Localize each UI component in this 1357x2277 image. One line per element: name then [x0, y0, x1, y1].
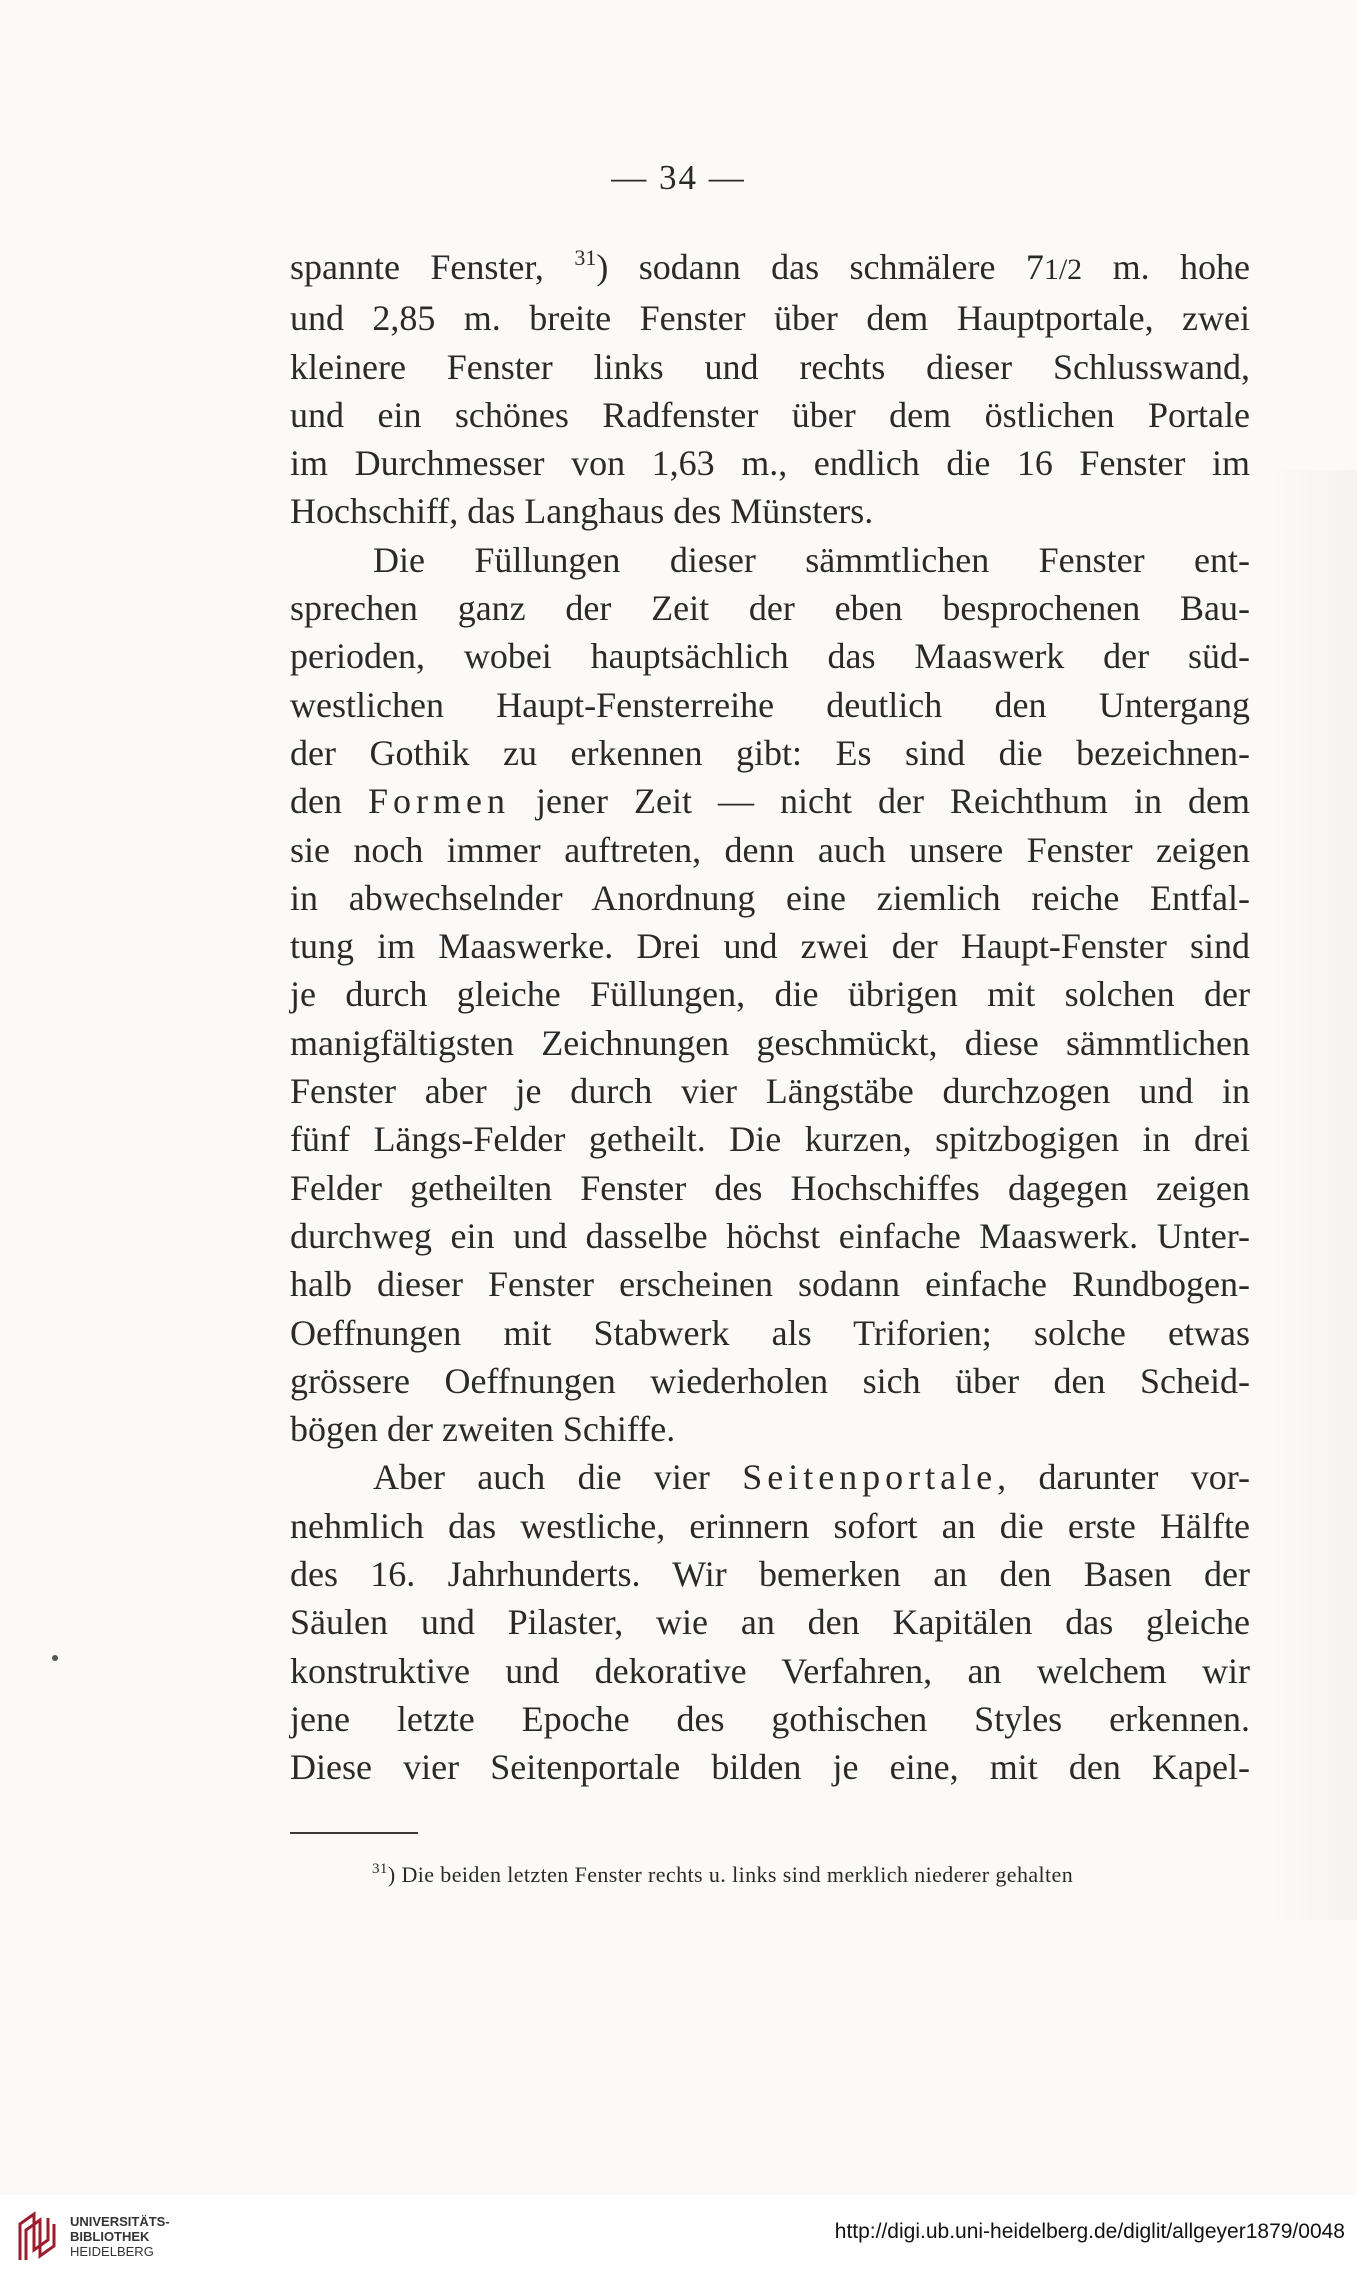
text-line: [290, 243, 1250, 294]
text-run: und ein schönes Radfenster über dem östlichen Portale: [290, 394, 1250, 435]
text-run: Die Füllungen dieser sämmtlichen Fenster ent-: [373, 539, 1250, 580]
footnote-rule: [290, 1832, 418, 1834]
text-line: [290, 970, 1250, 1018]
bleed-through-shadow: [1267, 470, 1357, 1920]
page-number: — 34 —: [611, 158, 746, 197]
text-run: je durch gleiche Füllungen, die übrigen mit solchen der: [290, 974, 1250, 1015]
text-run: im Durchmesser von 1,63 m., endlich die 16 Fenster im: [290, 443, 1250, 484]
text-line: [290, 729, 1250, 777]
emphasized-word: Formen: [368, 781, 510, 822]
text-run: fünf Längs-Felder getheilt. Die kurzen, spitzbogigen in drei: [290, 1119, 1250, 1160]
scan-speck: [52, 1655, 58, 1661]
text-run: westlichen Haupt-Fensterreihe deutlich den Untergang: [290, 684, 1250, 725]
text-line: [290, 391, 1250, 439]
library-logo-icon: [16, 2210, 60, 2264]
text-line: [290, 1115, 1250, 1163]
footnote: [372, 1862, 1252, 1888]
text-line: [290, 1695, 1250, 1743]
text-line: [290, 874, 1250, 922]
text-run: kleinere Fenster links und rechts dieser Schlusswand,: [290, 346, 1250, 387]
fraction: 1/2: [1043, 253, 1083, 286]
text-run: durchweg ein und dasselbe höchst einfache Maaswerk. Unter-: [290, 1215, 1250, 1256]
source-url-link[interactable]: http://digi.ub.uni-heidelberg.de/diglit/allgeyer1879/0048: [834, 2220, 1345, 2243]
text-run: , darunter vor-: [997, 1457, 1250, 1498]
text-run: und 2,85 m. breite Fenster über dem Hauptportale, zwei: [290, 298, 1250, 339]
text-run: manigfältigsten Zeichnungen geschmückt, diese sämmtlichen: [290, 1022, 1250, 1063]
text-run: Diese vier Seitenportale bilden je eine, mit den Kapel-: [290, 1747, 1250, 1788]
text-line: [290, 1357, 1250, 1405]
text-run: spannte Fenster,: [290, 247, 575, 287]
text-run: den: [290, 781, 368, 822]
text-line: [290, 777, 1250, 825]
text-line: [290, 1743, 1250, 1791]
text-line: [290, 632, 1250, 680]
text-run: sie noch immer auftreten, denn auch unsere Fenster zeigen: [290, 829, 1250, 870]
footnote-marker: 31: [372, 1861, 388, 1877]
text-line: [290, 826, 1250, 874]
text-run: bögen der zweiten Schiffe.: [290, 1409, 676, 1450]
text-run: Fenster aber je durch vier Längstäbe durchzogen und in: [290, 1071, 1250, 1112]
library-name-line-2: BIBLIOTHEK: [70, 2229, 150, 2244]
text-line: [290, 1019, 1250, 1067]
text-line: [290, 1067, 1250, 1115]
text-run: perioden, wobei hauptsächlich das Maaswerk der süd-: [290, 636, 1250, 677]
footnote-reference: 31: [574, 245, 597, 270]
text-run: nehmlich das westliche, erinnern sofort an die erste Hälfte: [290, 1505, 1250, 1546]
text-line: [290, 1598, 1250, 1646]
text-line: [290, 1647, 1250, 1695]
text-line: [290, 922, 1250, 970]
library-name-line-1: UNIVERSITÄTS-: [70, 2214, 170, 2229]
text-run: jene letzte Epoche des gothischen Styles erkennen.: [290, 1698, 1250, 1739]
text-line: [290, 1164, 1250, 1212]
footnote-text: ) Die beiden letzten Fenster rechts u. links sind merklich niederer gehalten: [387, 1862, 1074, 1887]
text-run: ) sodann das schmälere 7: [596, 247, 1044, 287]
text-line: [290, 1260, 1250, 1308]
text-run: in abwechselnder Anordnung eine ziemlich reiche Entfal-: [290, 877, 1250, 918]
text-line: [290, 584, 1250, 632]
text-run: konstruktive und dekorative Verfahren, an welchem wir: [290, 1650, 1250, 1691]
text-line: [290, 487, 1250, 535]
text-run: grössere Oeffnungen wiederholen sich über den Scheid-: [290, 1360, 1250, 1401]
text-run: sprechen ganz der Zeit der eben besprochenen Bau-: [290, 588, 1250, 629]
text-run: des 16. Jahrhunderts. Wir bemerken an den Basen der: [290, 1554, 1250, 1595]
text-run: tung im Maaswerke. Drei und zwei der Haupt-Fenster sind: [290, 926, 1250, 967]
text-line: [290, 1550, 1250, 1598]
text-run: Hochschiff, das Langhaus des Münsters.: [290, 491, 874, 532]
text-line: [290, 1405, 1250, 1453]
text-line: [290, 439, 1250, 487]
body-text: [290, 243, 1250, 1792]
text-run: Felder getheilten Fenster des Hochschiffes dagegen zeigen: [290, 1167, 1250, 1208]
text-run: m. hohe: [1082, 247, 1250, 287]
text-line: [290, 1502, 1250, 1550]
library-name-line-3: HEIDELBERG: [70, 2244, 154, 2259]
text-run: der Gothik zu erkennen gibt: Es sind die bezeichnen-: [290, 732, 1250, 773]
text-run: Aber auch die vier: [373, 1457, 743, 1498]
text-line: [290, 1212, 1250, 1260]
text-line: [290, 536, 1250, 584]
text-run: halb dieser Fenster erscheinen sodann einfache Rundbogen-: [290, 1264, 1250, 1305]
text-run: Säulen und Pilaster, wie an den Kapitälen das gleiche: [290, 1602, 1250, 1643]
text-run: jener Zeit — nicht der Reichthum in dem: [510, 781, 1250, 822]
text-line: [290, 1453, 1250, 1501]
text-line: [290, 294, 1250, 342]
text-line: [290, 681, 1250, 729]
emphasized-word: Seitenportale: [742, 1457, 998, 1498]
text-run: Oeffnungen mit Stabwerk als Triforien; solche etwas: [290, 1312, 1250, 1353]
library-name: [70, 2214, 170, 2259]
text-line: [290, 343, 1250, 391]
text-line: [290, 1309, 1250, 1357]
